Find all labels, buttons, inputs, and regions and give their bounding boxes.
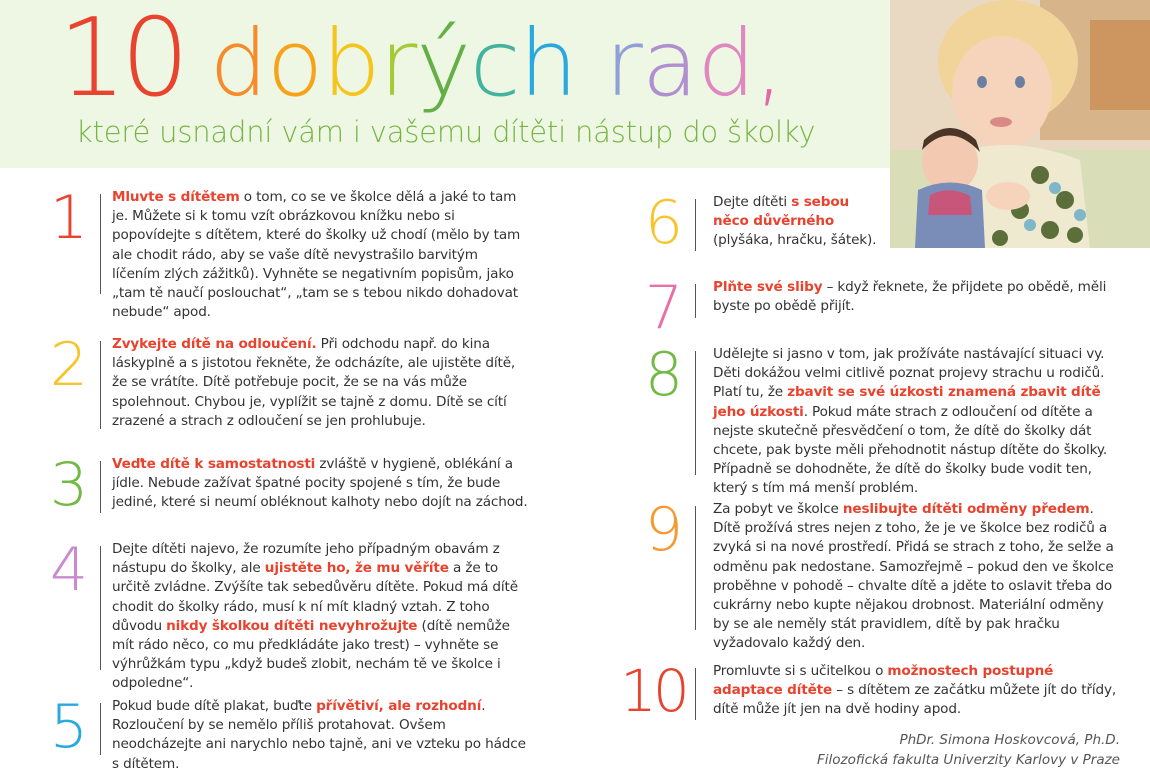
tip-text-part: Udělejte si jasno v tom, jak prožíváte nastávající situaci vy. Děti dokážou velmi citlivě poznat projevy strachu u rodičů. Platí tu, že: [713, 346, 1105, 401]
tip-divider: [695, 351, 696, 475]
tip-text-part: (plyšáka, hračku, šátek).: [713, 232, 877, 249]
tip-divider: [695, 199, 696, 251]
tip-text: [112, 455, 528, 513]
tip-number: 6: [644, 188, 683, 258]
title-letter: o: [266, 10, 323, 117]
title-number: 10: [58, 0, 184, 121]
tip-divider: [695, 506, 696, 630]
tip-text-part: Dejte dítěti: [713, 194, 792, 210]
tip-text-part: . Dítě prožívá stres nejen z toho, že je ve školce bez rodičů a zvyká si na nové prostředí. Přidá se strach z toho, že selže a odměnu pak nedostane. Samozřejmě – pokud den ve školce proběhne v pohodě – chvalte dítě a jděte to oslavit třeba do cukrárny nebo kupte nějakou drobnost. Materiální odměny by se ale neměly stát pravidlem, dítě by pak hračku vyžadovalo každý den.: [713, 501, 1114, 652]
tip-divider: [695, 668, 696, 720]
tip-number: 3: [49, 450, 88, 520]
tip-text: [713, 193, 883, 251]
title-letter: c: [469, 10, 520, 117]
title-letter: ,: [754, 10, 783, 117]
tip-text-part: zvláště v hygieně, oblékání a jídle. Nebude zažívat špatné pocity spojené s tím, že bude jediné, které si neumí obléknout kalhoty nebo dojít na záchod.: [112, 456, 528, 511]
tip-highlight: Zvykejte dítě na odloučení.: [112, 336, 317, 352]
title-words: [209, 10, 782, 117]
tip-text-part: . Pokud máte strach z odloučení od dítěte a nejste skutečně přesvědčení o tom, že dítě do školky dát chcete, pak byste měli přehodnotit nástup dítěte do školky. Případně se dohodněte, že dítě do školky bude vodit ten, který s tím má menší problém.: [713, 403, 1108, 497]
tip-number: 9: [644, 495, 683, 565]
tip-number: 7: [644, 273, 683, 343]
tip-number: 8: [644, 340, 683, 410]
title-letter: r: [379, 10, 417, 117]
tip-number: 4: [49, 535, 88, 605]
tip-text: [713, 345, 1123, 499]
tip-text-part: Pokud bude dítě plakat, buďte: [112, 698, 317, 714]
title-letter: ý: [416, 10, 470, 117]
tip-highlight: ujistěte ho, že mu věříte: [264, 560, 449, 577]
photo-illustration: [890, 0, 1150, 248]
tip-text-part: o tom, co se ve školce dělá a jaké to tam je. Můžete si k tomu vzít obrázkovou knížku nebo si popovídejte s dítětem, které do školky už chodí (mělo by tam ale chodit rádo, aby se vaše dítě nevystrašilo barvitým líčením zlých zážitků). Vyhněte se negativním popisům, jako „tam tě naučí poslouchat“, „tam se s tebou nikdo dohadovat nebude“ apod.: [112, 189, 521, 321]
tip-divider: [695, 284, 696, 318]
author-institution: Filozofická fakulta Univerzity Karlovy v Praze: [817, 752, 1120, 768]
tip-highlight: zbavit se své úzkosti znamená zbavit dítě jeho úzkosti: [713, 384, 1101, 420]
title-letter: a: [641, 10, 698, 117]
title-letter: h: [519, 10, 577, 117]
tip-text: [112, 188, 528, 322]
tip-text-part: a že to určitě zvládne. Zvýšíte tak sebedůvěru dítěte. Pokud má dítě chodit do školky rádo, musí k ní mít kladný vztah. Z toho důvodu: [112, 560, 518, 634]
tip-text: [112, 697, 528, 774]
tip-divider: [100, 546, 101, 670]
tip-text-part: Promluvte si s učitelkou o: [713, 663, 888, 679]
page-subtitle: které usnadní vám i vašemu dítěti nástup do školky: [76, 115, 816, 149]
tip-text: [112, 335, 528, 431]
tip-number: 2: [49, 330, 88, 400]
tip-highlight: přívětiví, ale rozhodní: [316, 698, 482, 714]
title-letter: d: [697, 10, 755, 117]
tip-text: [713, 662, 1123, 720]
title-letter: d: [209, 10, 267, 117]
child-with-doll-photo: [890, 0, 1150, 248]
tip-text-part: – s dítětem ze začátku můžete jít do třídy, dítě může jít jen na dvě hodiny apod.: [713, 682, 1117, 718]
tip-text-part: Za pobyt ve školce: [713, 501, 843, 517]
author-signature: [817, 730, 1120, 770]
tip-divider: [100, 341, 101, 429]
tip-number: 5: [49, 692, 88, 762]
tip-text: [713, 500, 1123, 654]
tip-number: 10: [620, 657, 686, 725]
tip-text-part: . Rozloučení by se nemělo příliš protahovat. Ovšem neodcházejte ani narychlo nebo tajně, ani ve vzteku po hádce s dítětem.: [112, 698, 526, 772]
tip-highlight: Veďte dítě k samostatnosti: [112, 456, 316, 472]
tip-number: 1: [49, 183, 88, 253]
tip-divider: [100, 461, 101, 513]
title-letter: b: [322, 10, 380, 117]
tip-divider: [100, 703, 101, 755]
tip-text-part: Při odchodu např. do kina láskyplně a s jistotou řekněte, že odcházíte, ale ujistěte dítě, že se vrátíte. Dítě potřebuje pocit, že se na vás může spolehnout. Chybou je, vyplížit se tajně z domu. Dítě se cítí zrazené a strach z odloučení se jen prohlubuje.: [112, 336, 516, 429]
tip-highlight: Mluvte s dítětem: [112, 189, 240, 205]
tip-highlight: s sebou něco důvěrného: [713, 194, 850, 230]
page-title: [58, 0, 783, 121]
tip-highlight: nikdy školkou dítěti nevyhrožujte: [166, 617, 418, 634]
tip-text: [713, 278, 1123, 316]
tip-text-part: Dejte dítěti najevo, že rozumíte jeho případným obavám z nástupu do školky, ale: [112, 541, 500, 577]
tip-highlight: Plňte své sliby: [713, 279, 823, 295]
author-name: PhDr. Simona Hoskovcová, Ph.D.: [899, 732, 1120, 748]
title-letter: r: [604, 10, 642, 117]
title-letter: [577, 10, 605, 117]
tip-text-part: – když řeknete, že přijdete po obědě, měli byste po obědě přijít.: [713, 279, 1107, 315]
tip-divider: [100, 194, 101, 294]
tip-highlight: možnostech postupné adaptace dítěte: [713, 663, 1054, 699]
tip-highlight: neslibujte dítěti odměny předem: [842, 501, 1090, 517]
tip-text-part: (dítě nemůže mít rádo něco, co mu předkládáte jako trest) – vyhněte se výhrůžkám typu „když budeš zlobit, nechám tě ve školce i odpoledne“.: [112, 617, 510, 692]
tip-text: [112, 540, 528, 694]
